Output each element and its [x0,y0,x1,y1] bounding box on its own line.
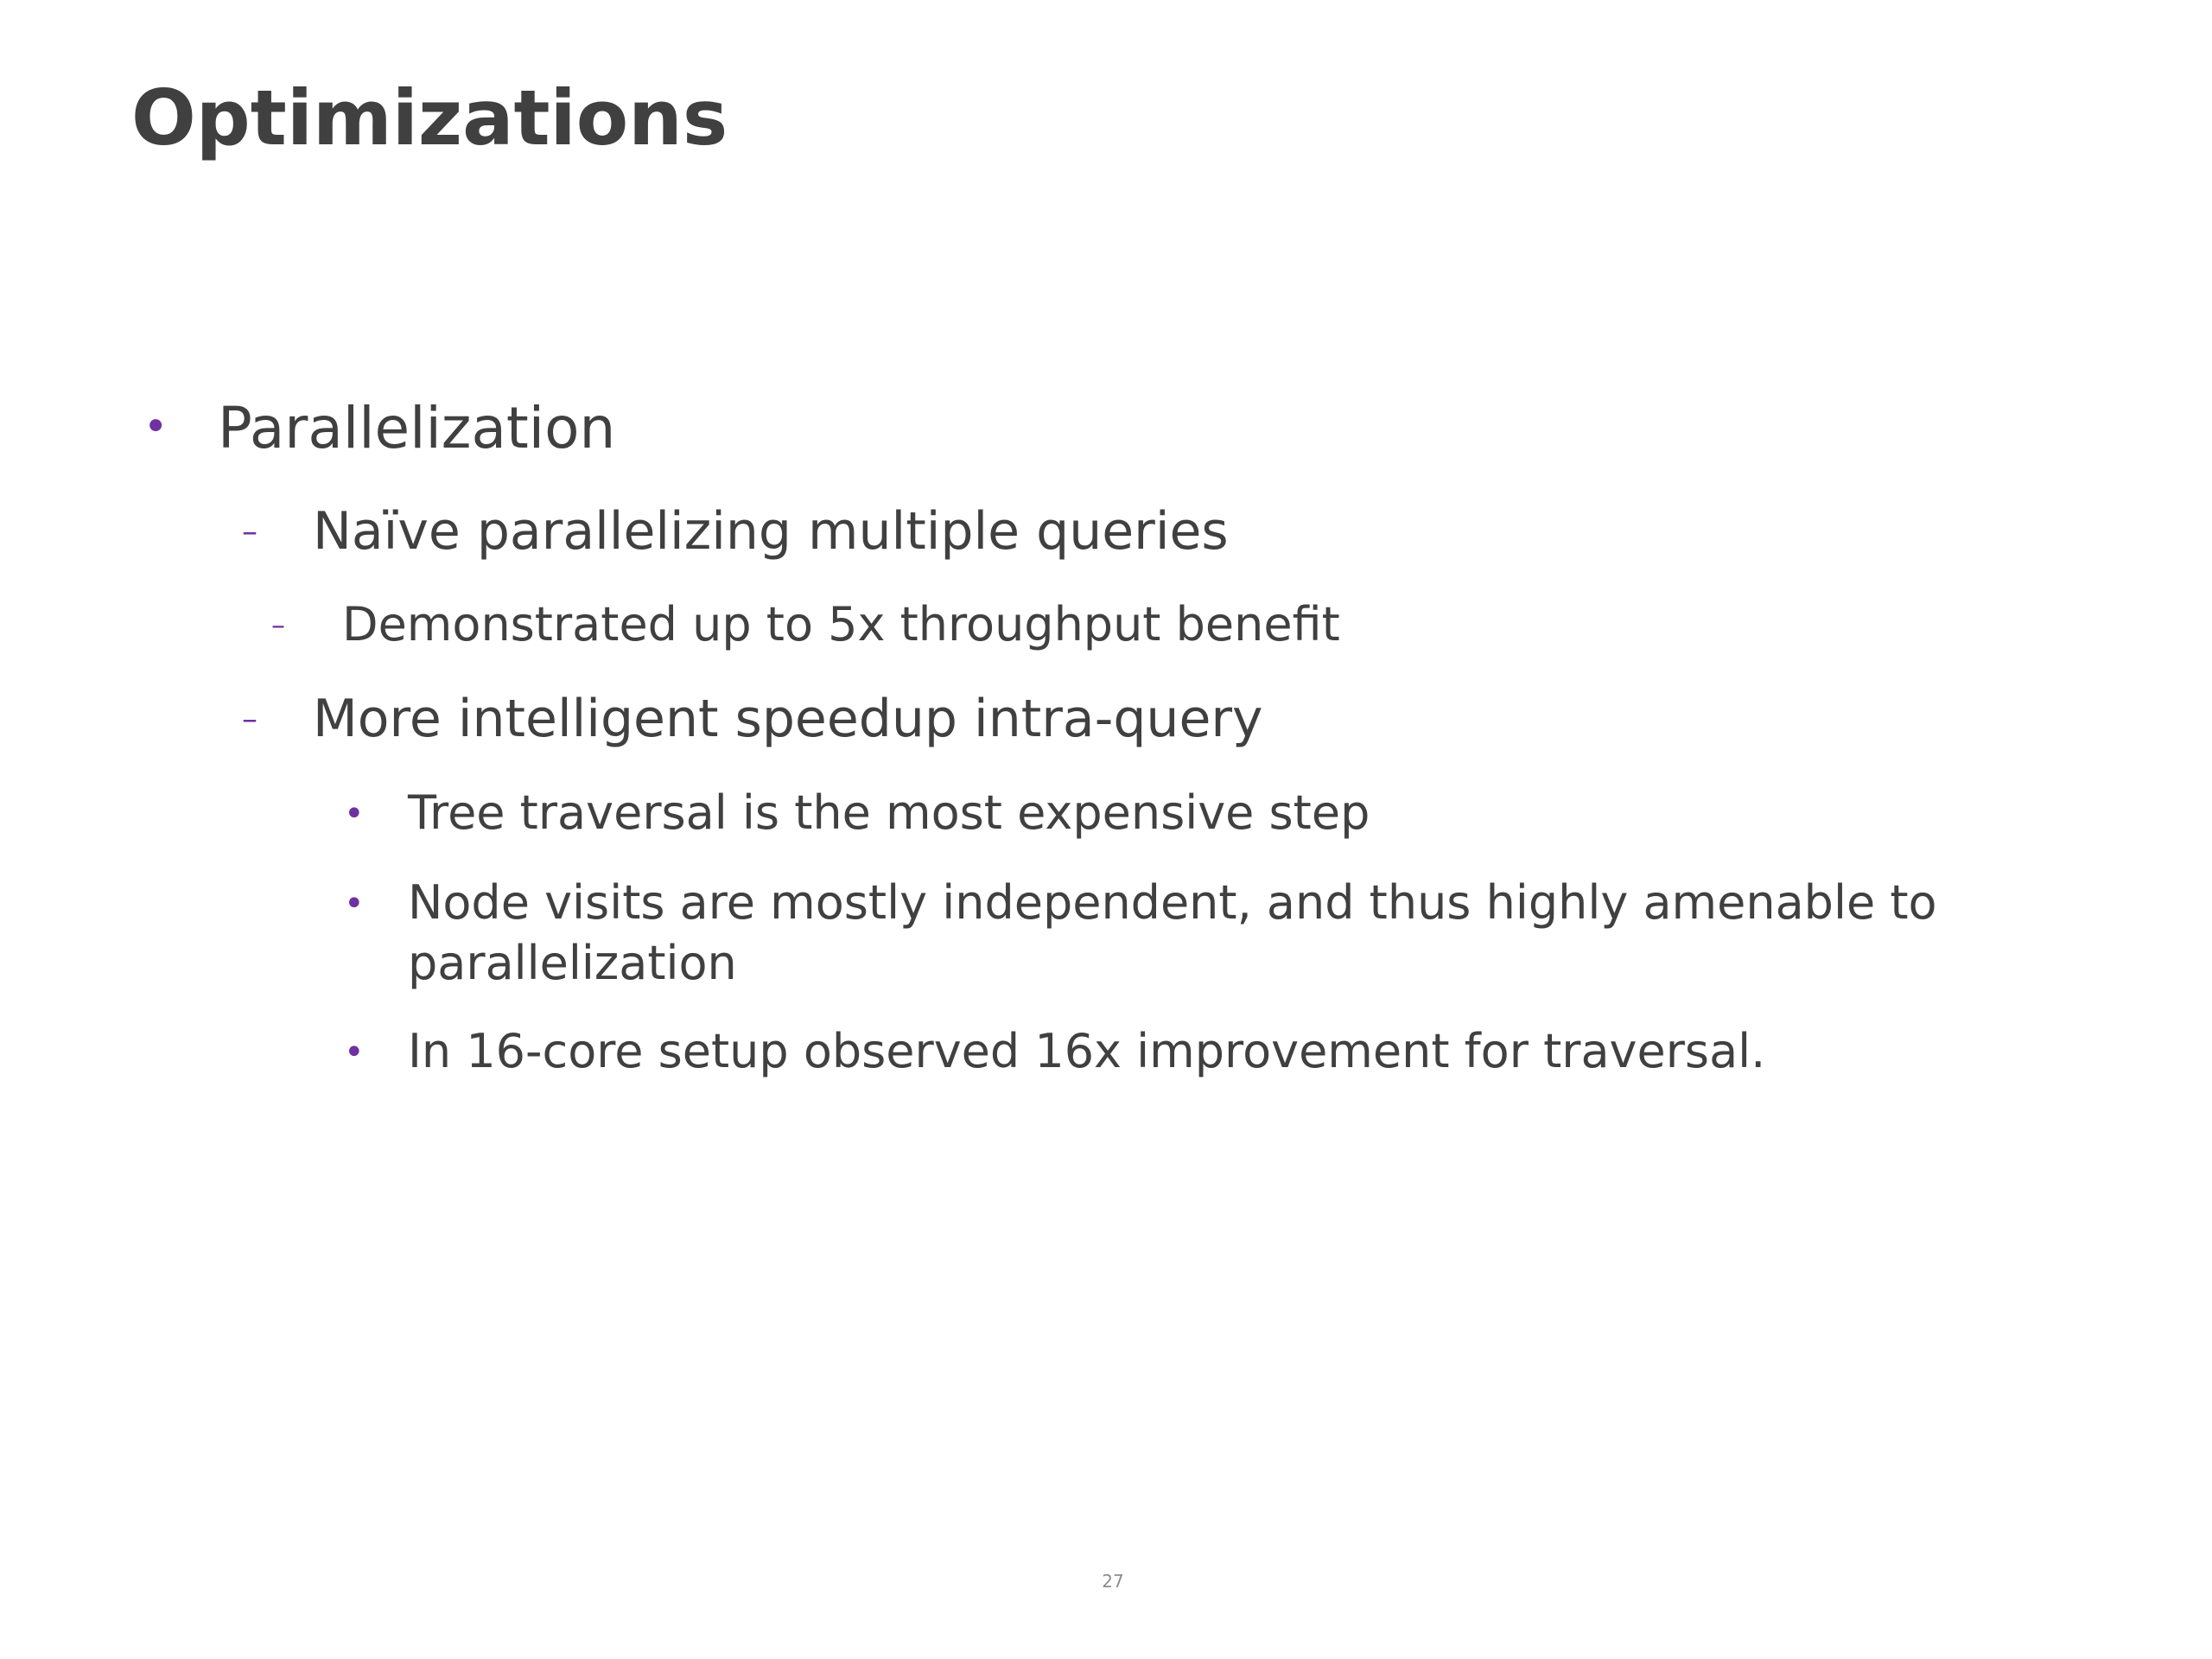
bullet-text: In 16-core setup observed 16x improvement for traversal. [408,1024,1766,1078]
bullet-dash-icon: – [242,702,257,737]
bullet-dot-icon: • [344,794,365,834]
page-number: 27 [1102,1571,1124,1592]
bullet-text: Parallelization [218,395,616,461]
bullet-dot-icon: • [143,403,168,451]
bullet-text: Naïve parallelizing multiple queries [313,501,1229,562]
bullet-dot-icon: • [344,884,365,924]
bullet-dash-icon: – [242,514,257,550]
bullet-dash-icon: – [271,608,285,641]
bullet-text: Node visits are mostly independent, and thus highly amenable to parallelization [408,875,1937,990]
bullet-text: More intelligent speedup intra-query [313,689,1263,749]
bullet-dot-icon: • [344,1033,365,1072]
bullet-text: Demonstrated up to 5x throughput benefit [342,597,1340,652]
slide-title: Optimizations [131,73,728,162]
bullet-text: Tree traversal is the most expensive step [408,785,1370,840]
